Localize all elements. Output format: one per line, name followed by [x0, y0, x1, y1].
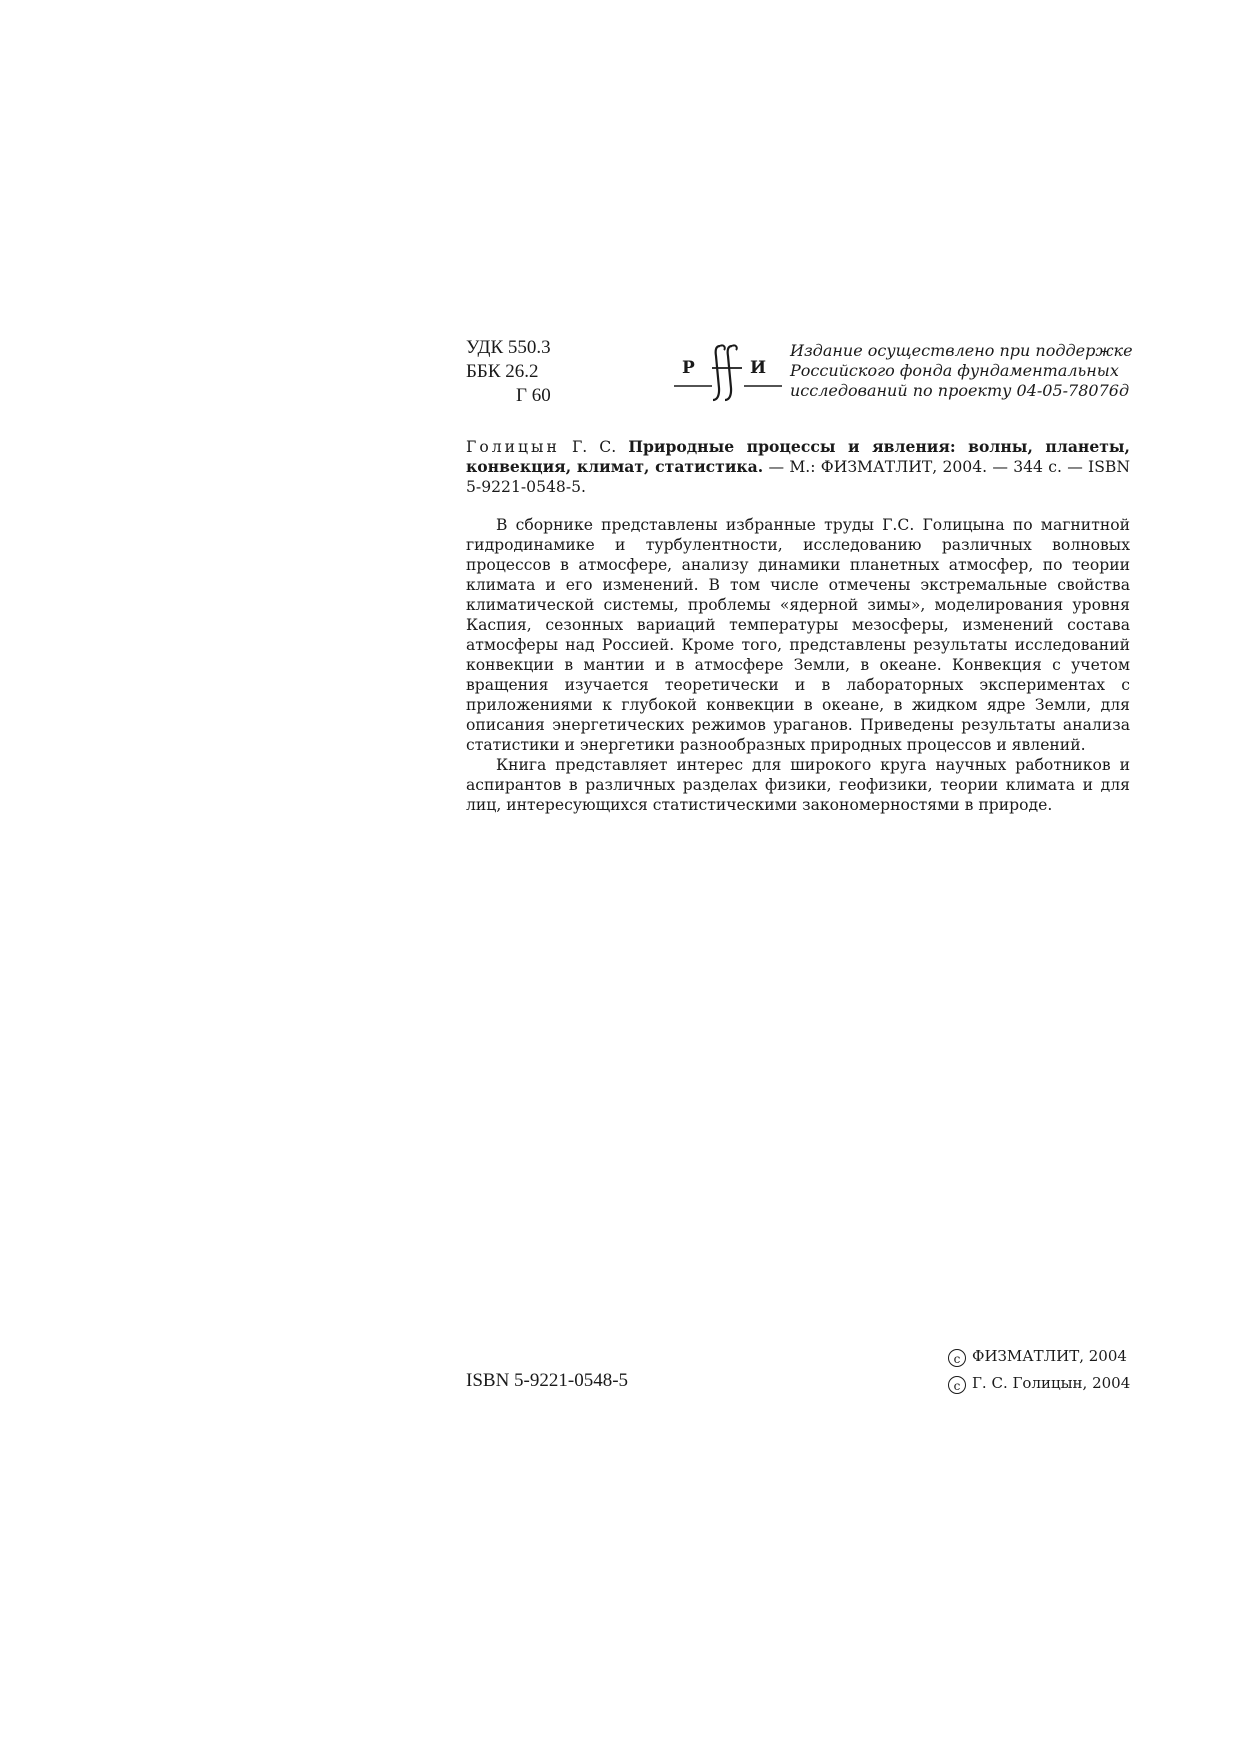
- citation-title: Природные процессы и явления: волны, планеты, конвекция, климат, статистика.: [466, 437, 1130, 476]
- funding-note-line: Российского фонда фундаментальных: [790, 361, 1119, 380]
- copyright-author-text: Г. С. Голицын, 2004: [972, 1374, 1131, 1392]
- copyright-publisher-text: ФИЗМАТЛИТ, 2004: [972, 1347, 1127, 1365]
- isbn: ISBN 5-9221-0548-5: [466, 1370, 629, 1391]
- annotation-paragraph: Книга представляет интерес для широкого круга научных работников и аспирантов в различных разделах физики, геофизики, теории климата и для лиц, интересующихся статистическими закономерностями в природе.: [466, 756, 1130, 814]
- classification-codes: [466, 336, 551, 408]
- funding-note-line: Издание осуществлено при поддержке: [790, 341, 1133, 360]
- rffi-letter-i: И: [750, 358, 767, 378]
- citation-author: Голицын: [466, 438, 560, 456]
- copyright-block: [948, 1343, 1130, 1397]
- udk-code: УДК 550.3: [466, 337, 551, 358]
- author-mark: Г 60: [516, 385, 551, 406]
- funding-note-line: исследований по проекту 04-05-78076д: [790, 381, 1130, 400]
- rffi-letter-r: Р: [682, 358, 695, 378]
- citation-initials: Г. С.: [571, 438, 617, 456]
- annotation: [466, 515, 1130, 815]
- funding-note: [790, 341, 1133, 401]
- copyright-publisher: [948, 1343, 1130, 1370]
- annotation-paragraph: В сборнике представлены избранные труды Г.С. Голицына по магнитной гидродинамике и турбулентности, исследованию различных волновых процессов в атмосфере, анализу динамики планетных атмосфер, по теории климата и его изменений. В том числе отмечены экстремальные свойства климатической системы, проблемы «ядерной зимы», моделирования уровня Каспия, сезонных вариаций температуры мезосферы, изменений состава атмосферы над Россией. Кроме того, представлены результаты исследований конвекции в мантии и в атмосфере Земли, в океане. Конвекция с учетом вращения изучается теоретически и в лабораторных экспериментах с приложениями к глубокой конвекции в океане, в жидком ядре Земли, для описания энергетических режимов ураганов. Приведены результаты анализа статистики и энергетики разнообразных природных процессов и явлений.: [466, 516, 1130, 754]
- rffi-logo-icon: [672, 340, 784, 406]
- bbk-code: ББК 26.2: [466, 361, 539, 382]
- citation-publisher-info: — М.: ФИЗМАТЛИТ, 2004. — 344 с. — ISBN 5-9221-0548-5.: [466, 458, 1131, 496]
- copyright-author: [948, 1370, 1130, 1397]
- copyright-icon: c: [948, 1376, 966, 1394]
- bibliographic-citation: [466, 437, 1130, 497]
- copyright-icon: c: [948, 1349, 966, 1367]
